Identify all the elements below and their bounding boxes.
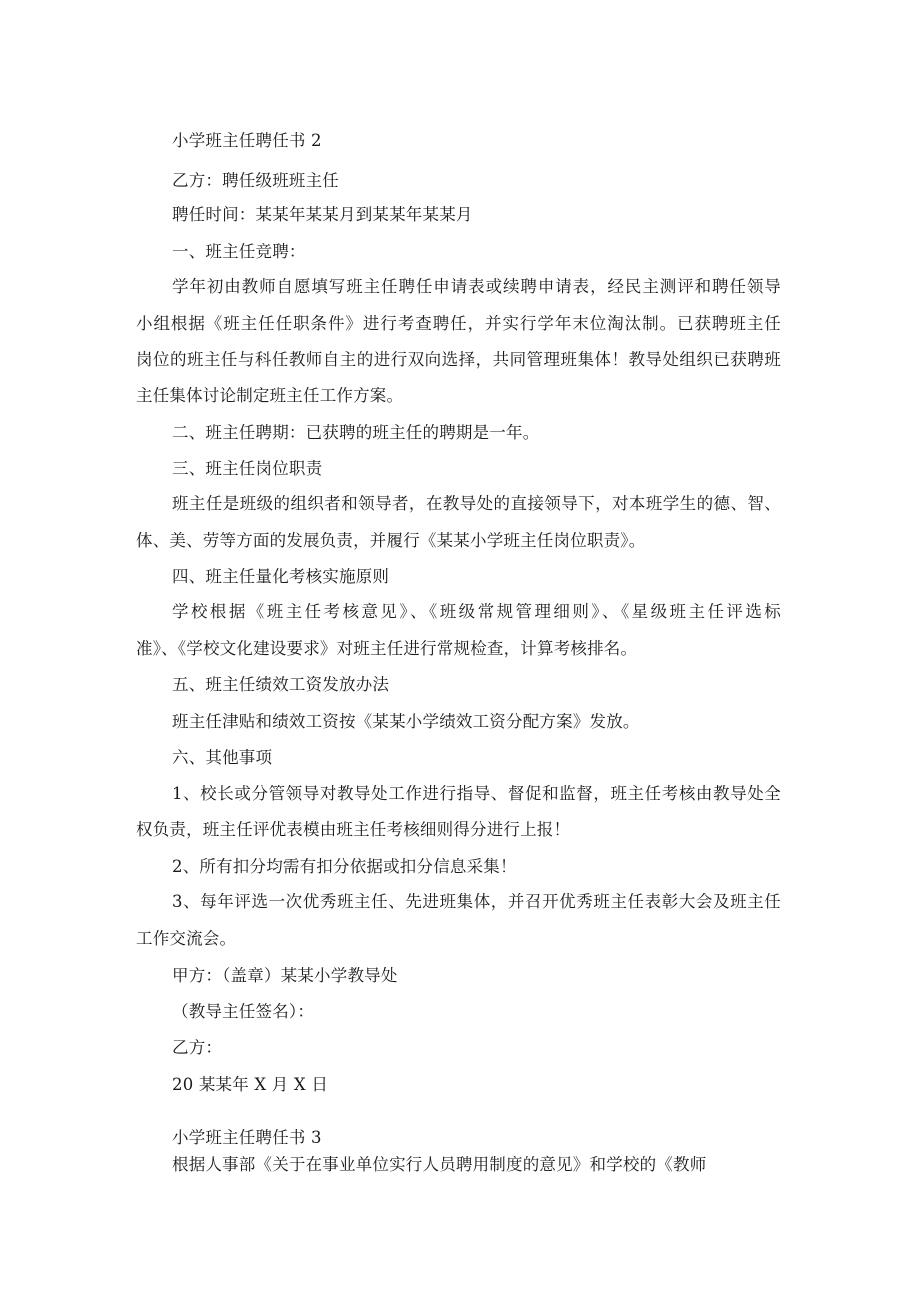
s3-line-1: 班主任是班级的组织者和领导者，在教导处的直接领导下，对本班学生的德、智、 [172,494,781,513]
party-a: 甲方：（盖章）某某小学教导处 [172,966,398,985]
party-b-sign: 乙方： [172,1038,223,1057]
item2-line: 2、所有扣分均需有扣分依据或扣分信息采集！ [172,857,517,876]
s4-line-2: 准》、《学校文化建设要求》对班主任进行常规检查，计算考核排名。 [136,639,638,658]
s1-line-4: 主任集体讨论制定班主任工作方案。 [136,386,404,405]
s3-heading: 三、班主任岗位职责 [172,459,323,478]
doc2-party-b: 乙方：聘任级班班主任 [172,171,339,190]
item3-line-1: 3、每年评选一次优秀班主任、先进班集体，并召开优秀班主任表彰大会及班主任 [172,892,781,911]
s1-line-2: 小组根据《班主任任职条件》进行考查聘任，并实行学年末位淘汰制。已获聘班主任 [136,314,781,333]
doc2-period: 聘任时间：某某年某某月到某某年某某月 [172,205,473,224]
doc2-title: 小学班主任聘任书 2 [172,131,322,150]
s2-line: 二、班主任聘期：已获聘的班主任的聘期是一年。 [172,423,540,442]
item3-line-2: 工作交流会。 [136,929,237,948]
s1-line-3: 岗位的班主任与科任教师自主的进行双向选择，共同管理班集体！教导处组织已获聘班 [136,350,781,369]
s3-line-2: 体、美、劳等方面的发展负责，并履行《某某小学班主任岗位职责》。 [136,531,646,550]
signature-line: （教导主任签名）： [172,1002,315,1021]
doc3-title: 小学班主任聘任书 3 [172,1128,322,1147]
s1-line-1: 学年初由教师自愿填写班主任聘任申请表或续聘申请表，经民主测评和聘任领导 [172,277,781,296]
item1-line-1: 1、校长或分管领导对教导处工作进行指导、督促和监督，班主任考核由教导处全 [172,784,781,803]
item1-line-2: 权负责，班主任评优表模由班主任考核细则得分进行上报！ [136,820,571,839]
s6-heading: 六、其他事项 [172,748,273,767]
s4-heading: 四、班主任量化考核实施原则 [172,567,390,586]
s1-heading: 一、班主任竞聘： [172,242,306,261]
doc3-intro: 根据人事部《关于在事业单位实行人员聘用制度的意见》和学校的《教师 [172,1155,707,1174]
s4-line-1: 学校根据《班主任考核意见》、《班级常规管理细则》、《星级班主任评选标 [172,602,781,621]
date-line: 20 某某年 X 月 X 日 [172,1075,329,1094]
s5-line: 班主任津贴和绩效工资按《某某小学绩效工资分配方案》发放。 [172,712,640,731]
s5-heading: 五、班主任绩效工资发放办法 [172,675,390,694]
